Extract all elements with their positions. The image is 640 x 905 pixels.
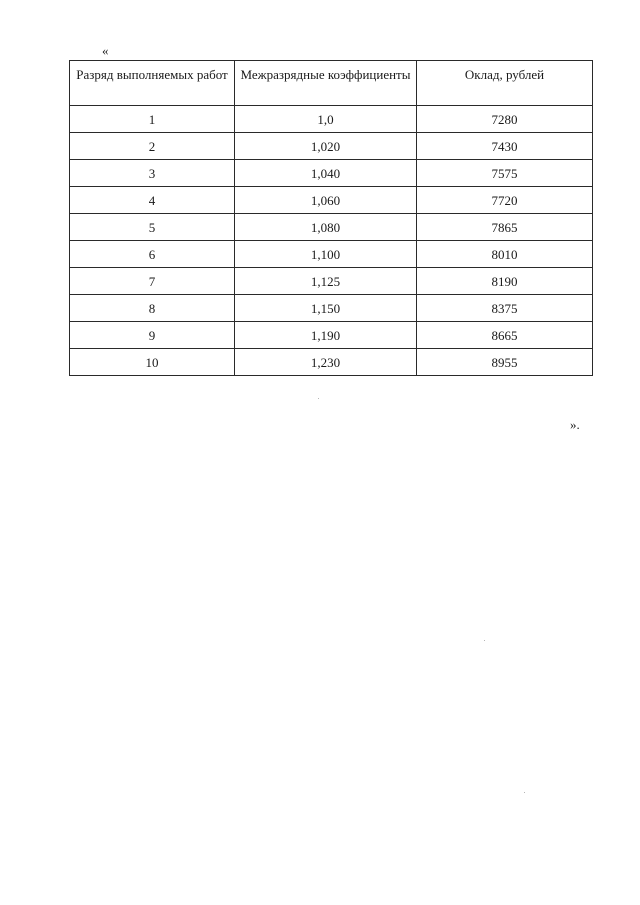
table-row [70,106,593,133]
cell-salary: 8665 [417,322,593,349]
cell-coefficient: 1,100 [235,241,417,268]
cell-rank: 8 [70,295,235,322]
cell-coefficient: 1,125 [235,268,417,295]
cell-rank: 4 [70,187,235,214]
table-row [70,133,593,160]
table-row [70,160,593,187]
cell-salary: 7865 [417,214,593,241]
cell-rank: 6 [70,241,235,268]
cell-salary: 7280 [417,106,593,133]
cell-rank: 3 [70,160,235,187]
table-header-row [70,61,593,106]
cell-salary: 8010 [417,241,593,268]
cell-rank: 1 [70,106,235,133]
table-row [70,214,593,241]
cell-coefficient: 1,0 [235,106,417,133]
cell-coefficient: 1,080 [235,214,417,241]
closing-quote: ». [570,417,580,432]
scan-speck [524,792,525,793]
cell-coefficient: 1,150 [235,295,417,322]
cell-salary: 8375 [417,295,593,322]
cell-coefficient: 1,040 [235,160,417,187]
header-salary: Оклад, рублей [417,61,593,106]
cell-coefficient: 1,060 [235,187,417,214]
cell-salary: 7720 [417,187,593,214]
header-rank: Разряд выполняемых работ [70,61,235,106]
salary-table [69,60,593,376]
cell-rank: 9 [70,322,235,349]
cell-rank: 5 [70,214,235,241]
table-row [70,295,593,322]
cell-salary: 7430 [417,133,593,160]
scan-speck [318,398,319,399]
table-row [70,241,593,268]
cell-salary: 8190 [417,268,593,295]
cell-salary: 7575 [417,160,593,187]
cell-rank: 10 [70,349,235,376]
cell-rank: 2 [70,133,235,160]
cell-salary: 8955 [417,349,593,376]
cell-coefficient: 1,230 [235,349,417,376]
opening-quote: « [102,43,109,58]
cell-coefficient: 1,190 [235,322,417,349]
table-row [70,349,593,376]
table-row [70,268,593,295]
cell-rank: 7 [70,268,235,295]
header-coefficient: Межразрядные коэффициенты [235,61,417,106]
table-row [70,322,593,349]
scan-speck [484,640,485,641]
table-row [70,187,593,214]
cell-coefficient: 1,020 [235,133,417,160]
